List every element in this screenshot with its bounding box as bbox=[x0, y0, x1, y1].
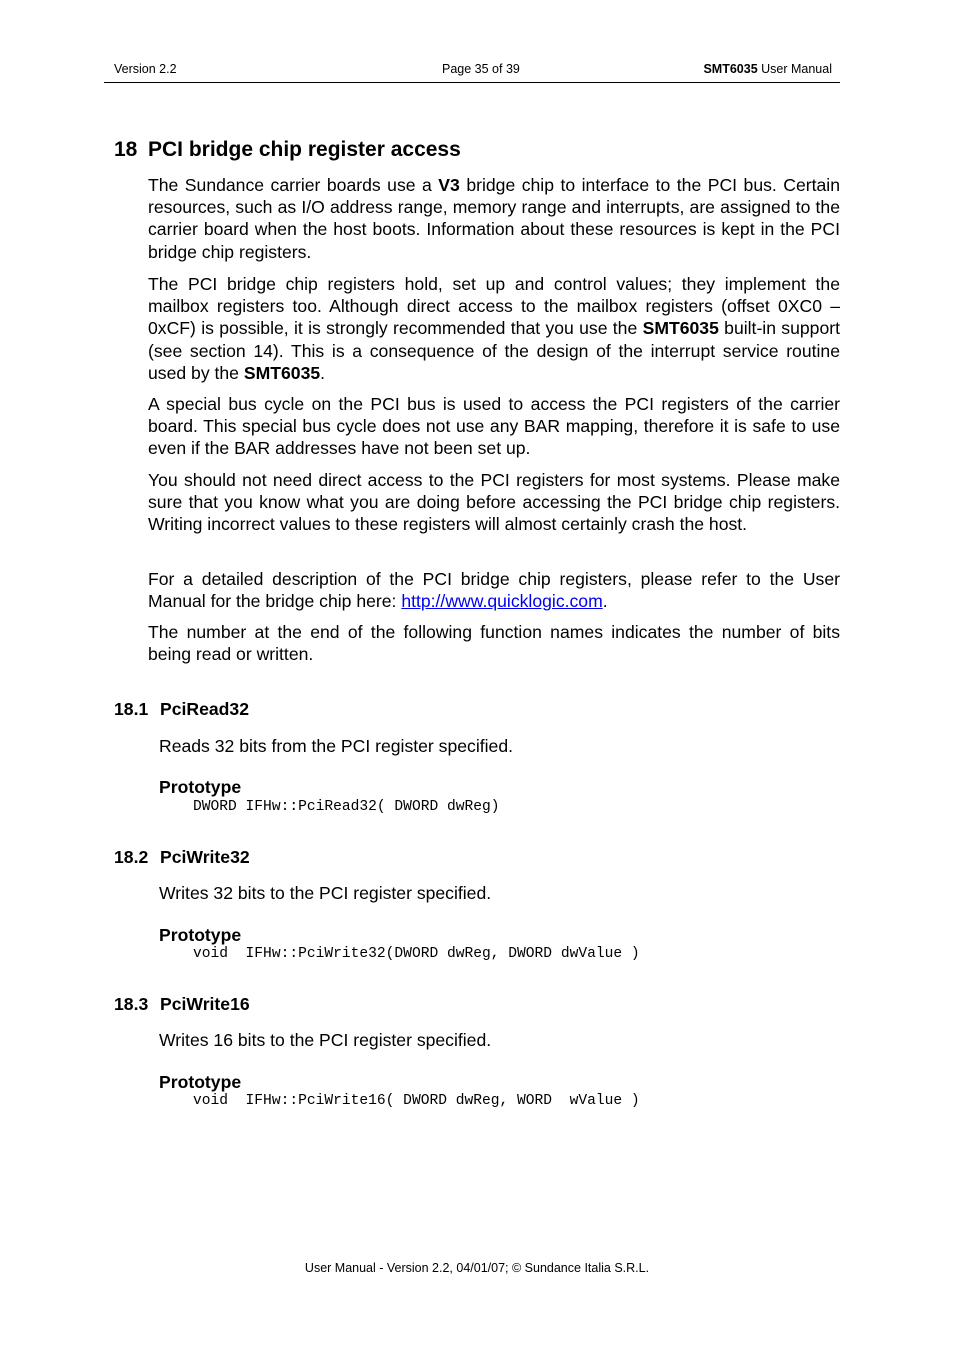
header-product: SMT6035 bbox=[703, 62, 758, 76]
paragraph-5 bbox=[148, 568, 840, 612]
paragraph-2-text-c: built-in support (see section 14). This is a consequence of the design of the interrupt service routine used by the bbox=[148, 318, 840, 383]
header-manual: User Manual bbox=[757, 62, 832, 76]
header-manual-title bbox=[703, 62, 832, 76]
section-title: PCI bridge chip register access bbox=[148, 138, 461, 161]
paragraph-1-text-c: bridge chip to interface to the PCI bus. Certain resources, such as I/O address range, memory range and interrupts, are assigned to the carrier board when the host boots. Information about these resources is kept in the PCI bridge chip registers. bbox=[148, 175, 840, 262]
subsection-heading-18-3 bbox=[114, 994, 250, 1015]
paragraph-3: A special bus cycle on the PCI bus is used to access the PCI registers of the carrier board. This special bus cycle does not use any BAR mapping, therefore it is safe to use even if the BAR addresses have not been set up. bbox=[148, 394, 840, 459]
paragraph-5-text-a: For a detailed description of the PCI bridge chip registers, please refer to the User Manual for the bridge chip here: bbox=[148, 569, 840, 612]
subsection-description-18-3: Writes 16 bits to the PCI register specified. bbox=[159, 1030, 492, 1050]
page-footer: User Manual - Version 2.2, 04/01/07; © Sundance Italia S.R.L. bbox=[304, 1261, 650, 1275]
prototype-code-18-2: void IFHw::PciWrite32(DWORD dwReg, DWORD dwValue ) bbox=[193, 946, 640, 962]
paragraph-4: You should not need direct access to the PCI registers for most systems. Please make sure that you know what you are doing before accessing the PCI bridge chip registers. Writing incorrect values to these registers will almost certainly crash the host. bbox=[148, 470, 840, 535]
paragraph-2-text-e: . bbox=[320, 362, 326, 383]
prototype-code-18-3: void IFHw::PciWrite16( DWORD dwReg, WORD wValue ) bbox=[193, 1093, 640, 1109]
header-version: Version 2.2 bbox=[114, 62, 177, 76]
paragraph-5-text-c: . bbox=[602, 591, 608, 612]
section-heading bbox=[114, 138, 461, 162]
subsection-number: 18.3 bbox=[114, 994, 149, 1014]
paragraph-2-text-a: The PCI bridge chip registers hold, set up and control values; they implement the mailbox registers too. Although direct access to the mailbox registers (offset 0XC0 – 0xCF) is possible, it is strongly recommended that you use the bbox=[148, 274, 840, 339]
subsection-title: PciWrite32 bbox=[160, 847, 250, 867]
quicklogic-link[interactable]: http://www.quicklogic.com bbox=[401, 591, 603, 612]
subsection-number: 18.2 bbox=[114, 847, 149, 867]
subsection-number: 18.1 bbox=[114, 699, 149, 719]
paragraph-2-bold-smt6035-2: SMT6035 bbox=[243, 362, 321, 383]
paragraph-1-text-a: The Sundance carrier boards use a bbox=[148, 175, 439, 195]
page-header bbox=[104, 60, 840, 83]
prototype-label-18-2: Prototype bbox=[159, 925, 242, 945]
subsection-title: PciRead32 bbox=[160, 699, 249, 719]
subsection-description-18-1: Reads 32 bits from the PCI register specified. bbox=[159, 736, 513, 756]
subsection-title: PciWrite16 bbox=[160, 994, 250, 1014]
section-number: 18 bbox=[114, 138, 138, 161]
paragraph-1 bbox=[148, 174, 840, 263]
paragraph-2 bbox=[148, 273, 840, 384]
paragraph-6: The number at the end of the following function names indicates the number of bits being read or written. bbox=[148, 622, 840, 665]
paragraph-1-bold-v3: V3 bbox=[438, 175, 460, 195]
prototype-code-18-1: DWORD IFHw::PciRead32( DWORD dwReg) bbox=[193, 799, 500, 815]
subsection-heading-18-2 bbox=[114, 847, 250, 868]
subsection-description-18-2: Writes 32 bits to the PCI register specified. bbox=[159, 883, 492, 903]
prototype-label-18-3: Prototype bbox=[159, 1072, 242, 1092]
paragraph-2-bold-smt6035: SMT6035 bbox=[642, 318, 719, 339]
subsection-heading-18-1 bbox=[114, 699, 249, 720]
header-page-number: Page 35 of 39 bbox=[442, 62, 520, 76]
prototype-label-18-1: Prototype bbox=[159, 777, 242, 797]
